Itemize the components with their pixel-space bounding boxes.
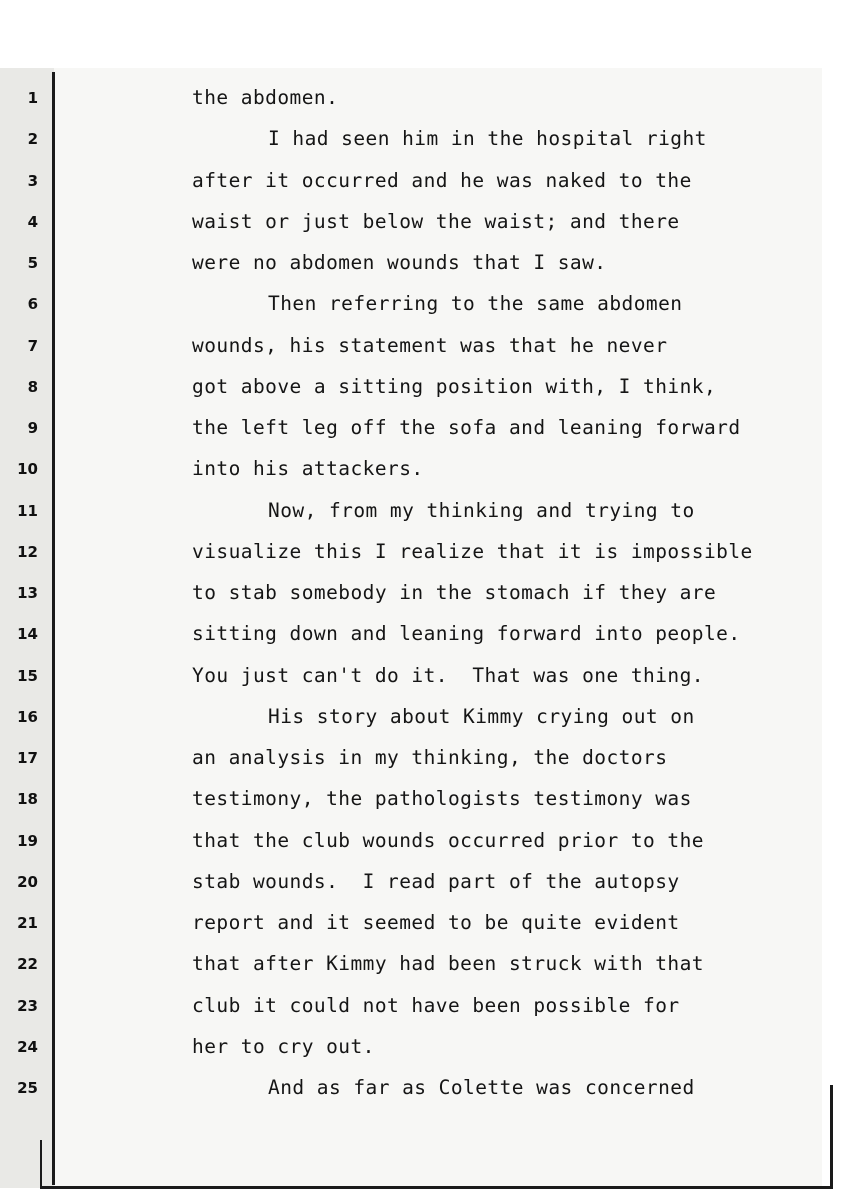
line-number-column: [0, 0, 50, 1196]
transcript-line: And as far as Colette was concerned: [268, 1076, 695, 1099]
transcript-line: I had seen him in the hospital right: [268, 127, 707, 150]
line-number: 24: [17, 1038, 38, 1056]
bottom-margin-rule: [40, 1186, 832, 1189]
line-number: 11: [17, 502, 38, 520]
line-number: 14: [17, 625, 38, 643]
left-margin-rule: [52, 72, 55, 1185]
line-number: 20: [17, 873, 38, 891]
line-number: 5: [27, 254, 38, 272]
line-number: 10: [17, 460, 38, 478]
transcript-line: got above a sitting position with, I think,: [192, 375, 717, 398]
transcript-line: wounds, his statement was that he never: [192, 334, 668, 357]
transcript-line: the abdomen.: [192, 86, 339, 109]
line-number: 3: [27, 172, 38, 190]
line-number: 7: [27, 337, 38, 355]
transcript-line: an analysis in my thinking, the doctors: [192, 746, 668, 769]
line-number: 18: [17, 790, 38, 808]
line-number: 9: [27, 419, 38, 437]
line-number: 1: [27, 89, 38, 107]
line-number: 6: [27, 295, 38, 313]
transcript-line: report and it seemed to be quite evident: [192, 911, 680, 934]
transcript-line: club it could not have been possible for: [192, 994, 680, 1017]
transcript-line: visualize this I realize that it is impossible: [192, 540, 753, 563]
transcript-line: after it occurred and he was naked to the: [192, 169, 692, 192]
right-margin-rule: [830, 1085, 833, 1189]
transcript-line: Then referring to the same abdomen: [268, 292, 683, 315]
line-number: 15: [17, 667, 38, 685]
line-number: 21: [17, 914, 38, 932]
transcript-line: her to cry out.: [192, 1035, 375, 1058]
transcript-line: stab wounds. I read part of the autopsy: [192, 870, 680, 893]
line-number: 19: [17, 832, 38, 850]
transcript-line: the left leg off the sofa and leaning forward: [192, 416, 741, 439]
line-number: 12: [17, 543, 38, 561]
line-number: 25: [17, 1079, 38, 1097]
transcript-line: were no abdomen wounds that I saw.: [192, 251, 607, 274]
transcript-line: Now, from my thinking and trying to: [268, 499, 695, 522]
line-number: 13: [17, 584, 38, 602]
line-number: 4: [27, 213, 38, 231]
transcript-line: sitting down and leaning forward into people.: [192, 622, 741, 645]
transcript-line: His story about Kimmy crying out on: [268, 705, 695, 728]
transcript-line: that the club wounds occurred prior to the: [192, 829, 704, 852]
line-number: 16: [17, 708, 38, 726]
line-number: 17: [17, 749, 38, 767]
transcript-line: testimony, the pathologists testimony was: [192, 787, 692, 810]
line-number: 8: [27, 378, 38, 396]
line-number: 2: [27, 130, 38, 148]
transcript-line: to stab somebody in the stomach if they are: [192, 581, 717, 604]
transcript-line: You just can't do it. That was one thing.: [192, 664, 704, 687]
transcript-line: into his attackers.: [192, 457, 424, 480]
transcript-line: waist or just below the waist; and there: [192, 210, 680, 233]
line-number: 22: [17, 955, 38, 973]
line-number: 23: [17, 997, 38, 1015]
transcript-line: that after Kimmy had been struck with that: [192, 952, 704, 975]
